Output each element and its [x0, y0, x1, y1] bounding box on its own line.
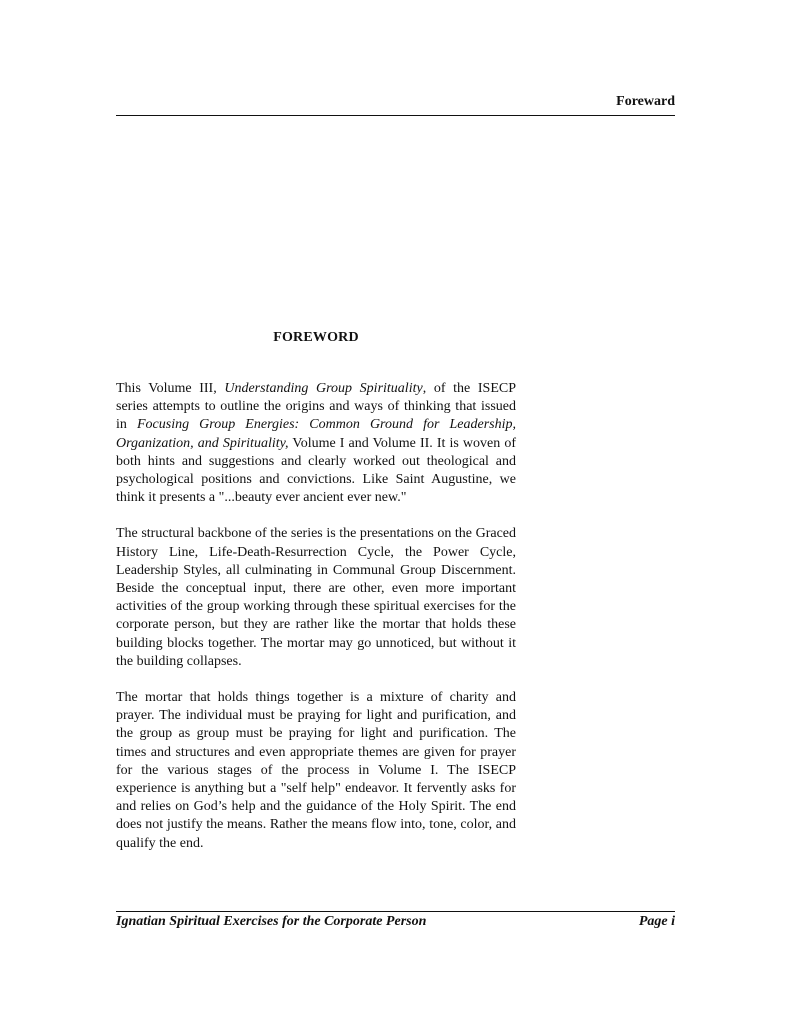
page-title: FOREWORD	[273, 330, 359, 345]
footer-rule	[116, 911, 675, 912]
body-text	[116, 380, 516, 871]
paragraph-1	[116, 380, 516, 507]
series-title: Focusing Group Energies: Common Ground for Leadership, Organization, and Spirituality,	[116, 417, 516, 451]
header-rule	[116, 115, 675, 116]
page-number: Page i	[638, 914, 675, 929]
paragraph-2: The structural backbone of the series is the presentations on the Graced History Line, Life-Death-Resurrection Cycle, the Power Cycle, Leadership Styles, all culminating in Communal Group Discernment. Beside the conceptual input, there are other, even more important activities of the group working through these spiritual exercises for the corporate person, but they are rather like the mortar that holds these building blocks together. The mortar may go unnoticed, but without it the building collapses.	[116, 526, 516, 669]
paragraph-3: The mortar that holds things together is a mixture of charity and prayer. The individual must be praying for light and purification, and the group as group must be praying for light and purification. The times and structures and even appropriate themes are given for prayer for the various stages of the process in Volume I. The ISECP experience is anything but a "self help" endeavor. It fervently asks for and relies on God’s help and the guidance of the Holy Spirit. The end does not justify the means. Rather the means flow into, tone, color, and qualify the end.	[116, 690, 516, 851]
paragraph-1-text-e: Volume I and Volume II. It is woven of both hints and suggestions and clearly worked out theological and psychological positions and convictions. Like Saint Augustine, we think it presents a "...beauty ever ancient ever new."	[116, 435, 516, 506]
footer-book-title: Ignatian Spiritual Exercises for the Corporate Person	[116, 914, 427, 929]
running-header-title: Foreward	[616, 94, 675, 109]
volume-title: Understanding Group Spirituality	[224, 381, 423, 396]
page-footer	[116, 914, 675, 930]
paragraph-1-text-c: , of the ISECP series attempts to outline the origins and ways of thinking that issued in	[116, 381, 517, 433]
paragraph-1-text-a: This Volume III,	[116, 381, 225, 396]
